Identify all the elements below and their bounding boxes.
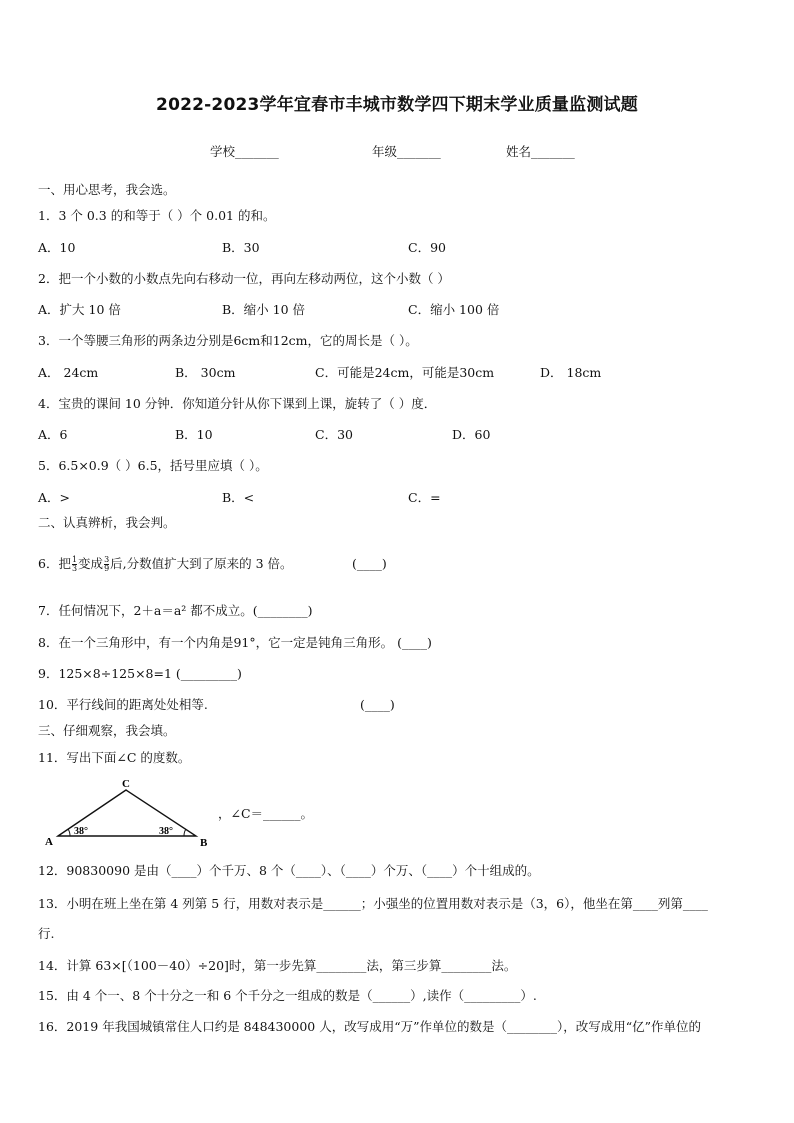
q10-answer-blank[interactable]: (____) xyxy=(360,697,395,712)
question-9: 9．125×8÷125×8=1 (_________) xyxy=(38,666,242,681)
q3-option-b[interactable]: B． 30cm xyxy=(175,365,236,380)
question-13-continued: 行. xyxy=(38,926,55,941)
question-11: 11．写出下面∠C 的度数。 xyxy=(38,750,191,765)
triangle-diagram xyxy=(40,778,220,850)
q3-option-d[interactable]: D． 18cm xyxy=(540,365,602,380)
section-3-heading: 三、仔细观察，我会填。 xyxy=(38,723,176,738)
angle-b-arc xyxy=(184,829,186,836)
question-13: 13．小明在班上坐在第 4 列第 5 行，用数对表示是______；小强坐的位置用数对表示是（3，6），他坐在第____列第____ xyxy=(38,896,708,911)
q6-prefix: 6．把 xyxy=(38,556,71,571)
fraction-numerator: 3 xyxy=(104,555,110,564)
q11-answer[interactable]: ，∠C＝______。 xyxy=(218,806,314,821)
q4-option-d[interactable]: D．60 xyxy=(452,427,491,442)
school-field[interactable]: 学校_______ xyxy=(210,144,279,159)
question-10: 10．平行线间的距离处处相等. xyxy=(38,697,208,712)
question-8: 8．在一个三角形中，有一个内角是91°，它一定是钝角三角形。 (____) xyxy=(38,635,432,650)
question-7: 7．任何情况下，2＋a＝a² 都不成立。(________) xyxy=(38,603,313,618)
vertex-c-label: C xyxy=(122,778,130,790)
section-2-heading: 二、认真辨析，我会判。 xyxy=(38,515,176,530)
question-3: 3．一个等腰三角形的两条边分别是6cm和12cm，它的周长是（ ）。 xyxy=(38,333,418,348)
q2-option-c[interactable]: C．缩小 100 倍 xyxy=(408,302,500,317)
grade-field[interactable]: 年级_______ xyxy=(372,144,441,159)
q1-option-b[interactable]: B．30 xyxy=(222,240,260,255)
fraction-numerator: 1 xyxy=(71,555,78,564)
q3-option-a[interactable]: A． 24cm xyxy=(38,365,99,380)
q4-option-c[interactable]: C．30 xyxy=(315,427,353,442)
angle-a-label: 38° xyxy=(74,826,88,837)
q6-suffix: 后,分数值扩大到了原来的 3 倍。 xyxy=(110,556,293,571)
q1-option-a[interactable]: A．10 xyxy=(38,240,76,255)
q5-option-a[interactable]: A．> xyxy=(38,490,71,505)
section-1-heading: 一、用心思考，我会选。 xyxy=(38,182,176,197)
fraction-one-third xyxy=(72,556,77,573)
angle-a-arc xyxy=(68,829,70,836)
angle-b-label: 38° xyxy=(159,826,173,837)
q2-option-a[interactable]: A．扩大 10 倍 xyxy=(38,302,121,317)
fraction-denominator: 3 xyxy=(71,564,78,573)
fraction-three-ninths xyxy=(104,556,109,573)
question-16: 16．2019 年我国城镇常住人口约是 848430000 人，改写成用“万”作单位的数是（________），改写成用“亿”作单位的 xyxy=(38,1019,702,1034)
q4-option-b[interactable]: B．10 xyxy=(175,427,213,442)
question-5: 5．6.5×0.9（ ）6.5，括号里应填（ ）。 xyxy=(38,458,268,473)
question-14: 14．计算 63×[（100－40）÷20]时，第一步先算________法，第三步算________法。 xyxy=(38,958,517,973)
q6-answer-blank[interactable]: (____) xyxy=(352,556,387,571)
q6-middle: 变成 xyxy=(78,556,104,571)
question-1: 1．3 个 0.3 的和等于（ ）个 0.01 的和。 xyxy=(38,208,276,223)
question-2: 2．把一个小数的小数点先向右移动一位，再向左移动两位，这个小数（ ） xyxy=(38,271,450,286)
question-6 xyxy=(38,556,293,573)
vertex-b-label: B xyxy=(200,837,208,849)
q1-option-c[interactable]: C．90 xyxy=(408,240,446,255)
q5-option-b[interactable]: B．< xyxy=(222,490,255,505)
fraction-denominator: 9 xyxy=(104,564,110,573)
question-15: 15．由 4 个一、8 个十分之一和 6 个千分之一组成的数是（______）,读作（_________）. xyxy=(38,988,537,1003)
q2-option-b[interactable]: B．缩小 10 倍 xyxy=(222,302,306,317)
q4-option-a[interactable]: A．6 xyxy=(38,427,68,442)
page-title: 2022-2023学年宜春市丰城市数学四下期末学业质量监测试题 xyxy=(156,95,638,115)
vertex-a-label: A xyxy=(45,836,53,848)
q5-option-c[interactable]: C．= xyxy=(408,490,441,505)
q3-option-c[interactable]: C．可能是24cm，可能是30cm xyxy=(315,365,495,380)
question-4: 4．宝贵的课间 10 分钟．你知道分针从你下课到上课，旋转了（ ）度． xyxy=(38,396,437,411)
name-field[interactable]: 姓名_______ xyxy=(506,144,575,159)
question-12: 12．90830090 是由（____）个千万、8 个（____）、（____）个万、（____）个十组成的。 xyxy=(38,863,540,878)
